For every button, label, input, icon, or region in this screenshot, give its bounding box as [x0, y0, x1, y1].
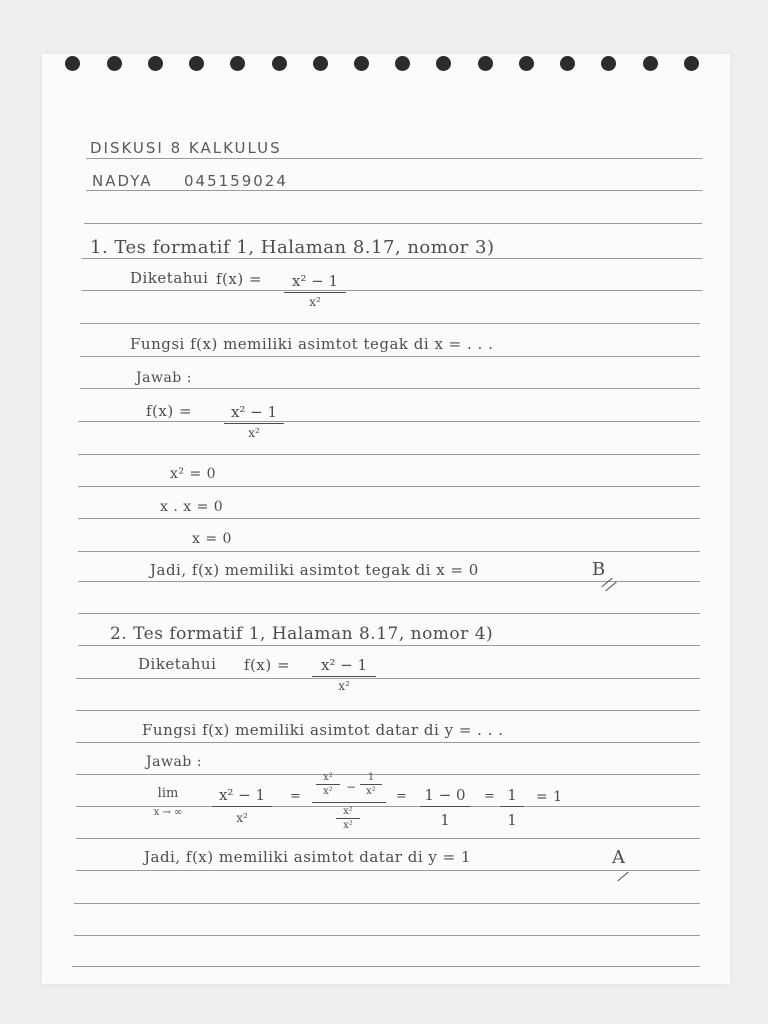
- binder-hole: [395, 56, 410, 71]
- binder-hole: [107, 56, 122, 71]
- equals-sign: =: [484, 789, 496, 804]
- ruled-line: [78, 421, 700, 422]
- q2-conclusion: Jadi, f(x) memiliki asimtot datar di y = 1: [144, 848, 472, 866]
- binder-hole: [189, 56, 204, 71]
- fraction-bar: [336, 818, 360, 819]
- ruled-line: [86, 190, 702, 191]
- fraction-numerator: 1 − 0: [424, 786, 466, 804]
- ruled-line: [86, 158, 702, 159]
- q2-given-fx: f(x) =: [244, 656, 291, 674]
- q2-result-fraction: [420, 786, 470, 829]
- fraction-denominator: x²: [236, 811, 248, 825]
- binder-hole: [354, 56, 369, 71]
- q1-step: x = 0: [192, 531, 232, 547]
- q2-answer-label: Jawab :: [146, 754, 202, 770]
- ruled-line: [80, 356, 700, 357]
- fraction-bar: [500, 806, 524, 807]
- equals-sign: =: [396, 789, 408, 804]
- fraction-numerator: x² − 1: [320, 656, 368, 674]
- binder-holes: [0, 0, 768, 80]
- limit-subscript: x → ∞: [153, 807, 183, 818]
- ruled-line: [78, 613, 700, 614]
- q1-answer-label: Jawab :: [136, 370, 192, 386]
- q2-limit-fraction: [212, 786, 272, 825]
- q2-heading: 2. Tes formatif 1, Halaman 8.17, nomor 4): [110, 624, 494, 644]
- ruled-line: [78, 486, 700, 487]
- fraction-numerator: x² − 1: [218, 786, 266, 804]
- q2-divided-numerator-a: [316, 772, 340, 797]
- binder-hole: [65, 56, 80, 71]
- fraction-denominator: x²: [309, 295, 321, 309]
- ruled-line: [78, 645, 700, 646]
- q1-given-label: Diketahui: [130, 269, 209, 287]
- q2-answer-choice: A: [612, 847, 625, 868]
- ruled-line: [76, 774, 700, 775]
- fraction-numerator: x²: [323, 772, 333, 783]
- page-title: DISKUSI 8 KALKULUS: [90, 139, 282, 157]
- q1-heading: 1. Tes formatif 1, Halaman 8.17, nomor 3): [90, 237, 495, 258]
- minus-sign: −: [346, 780, 357, 794]
- ruled-line: [74, 903, 700, 904]
- ruled-line: [82, 258, 702, 259]
- notebook-page: [42, 54, 730, 984]
- ruled-line: [78, 518, 700, 519]
- binder-hole: [643, 56, 658, 71]
- binder-hole: [560, 56, 575, 71]
- fraction-numerator: x² − 1: [230, 403, 278, 421]
- fraction-bar: [224, 423, 284, 424]
- binder-hole: [313, 56, 328, 71]
- ruled-line: [76, 870, 700, 871]
- binder-hole: [148, 56, 163, 71]
- binder-hole: [601, 56, 616, 71]
- ruled-line: [78, 551, 700, 552]
- q1-answer-fraction: [224, 403, 284, 440]
- q1-given-fraction: [284, 272, 346, 309]
- q2-divided-numerator-b: [360, 772, 382, 797]
- q1-step: x² = 0: [170, 466, 217, 482]
- fraction-bar: [420, 806, 470, 807]
- ruled-line: [80, 388, 700, 389]
- binder-hole: [478, 56, 493, 71]
- binder-hole: [684, 56, 699, 71]
- fraction-numerator: x² − 1: [291, 272, 339, 290]
- q1-answer-choice: B: [592, 559, 606, 580]
- fraction-bar: [312, 802, 386, 803]
- student-id: 045159024: [184, 172, 288, 190]
- ruled-line: [76, 742, 700, 743]
- fraction-bar: [316, 784, 340, 785]
- binder-hole: [230, 56, 245, 71]
- binder-hole: [272, 56, 287, 71]
- q2-given-fraction: [312, 656, 376, 693]
- fraction-numerator: x²: [343, 806, 353, 817]
- ruled-line: [78, 454, 700, 455]
- ruled-line: [76, 838, 700, 839]
- fraction-bar: [284, 292, 346, 293]
- fraction-bar: [212, 806, 272, 807]
- binder-hole: [519, 56, 534, 71]
- q2-one-fraction: [500, 786, 524, 829]
- student-name: NADYA: [92, 172, 153, 190]
- q2-given-label: Diketahui: [138, 655, 217, 673]
- ruled-line: [74, 935, 700, 936]
- q2-question: Fungsi f(x) memiliki asimtot datar di y = . . .: [142, 721, 504, 739]
- q1-answer-fx: f(x) =: [146, 402, 193, 420]
- q2-limit: [146, 786, 190, 818]
- fraction-denominator: 1: [440, 811, 450, 829]
- q1-question: Fungsi f(x) memiliki asimtot tegak di x = . . .: [130, 335, 494, 353]
- equals-sign: =: [290, 789, 302, 804]
- ruled-line: [76, 710, 700, 711]
- fraction-numerator: 1: [367, 772, 375, 783]
- ruled-line: [72, 966, 700, 967]
- q2-divided-denominator: [336, 806, 360, 831]
- binder-hole: [436, 56, 451, 71]
- fraction-denominator: x²: [366, 786, 376, 797]
- ruled-line: [84, 223, 702, 224]
- ruled-line: [82, 290, 702, 291]
- q1-given-fx: f(x) =: [216, 270, 263, 288]
- fraction-denominator: x²: [338, 679, 350, 693]
- ruled-line: [76, 678, 700, 679]
- fraction-denominator: x²: [343, 820, 353, 831]
- q1-conclusion: Jadi, f(x) memiliki asimtot tegak di x = 0: [150, 561, 479, 579]
- fraction-denominator: x²: [248, 426, 260, 440]
- fraction-numerator: 1: [507, 786, 517, 804]
- fraction-bar: [360, 784, 382, 785]
- ruled-line: [80, 323, 700, 324]
- fraction-denominator: x²: [323, 786, 333, 797]
- limit-label: lim: [157, 786, 179, 801]
- fraction-denominator: 1: [507, 811, 517, 829]
- q1-step: x . x = 0: [160, 499, 224, 515]
- q2-final-value: = 1: [536, 789, 563, 805]
- fraction-bar: [312, 676, 376, 677]
